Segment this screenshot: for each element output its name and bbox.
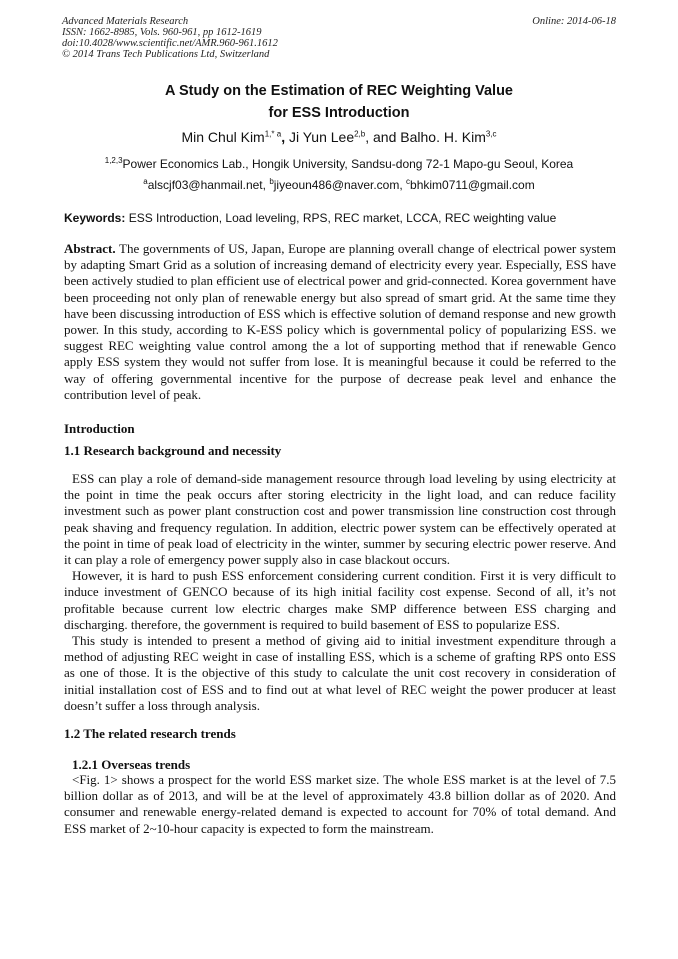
author-separator: , and: [365, 129, 397, 145]
title-line-2: for ESS Introduction: [268, 105, 410, 121]
section-heading-1-1: 1.1 Research background and necessity: [64, 443, 282, 458]
abstract-label: Abstract.: [64, 241, 116, 256]
paragraph: <Fig. 1> shows a prospect for the world ESS market size. The whole ESS market is at the level of 7.5 billion dollar as of 2013, and will be at the level of approximately 43.8 billion dollar as of 2020. And consumer and renewable energy-related demand is expected to account for 70% of total demand. And ESS market of 2~10-hour capacity is expected to form the mainstream.: [64, 772, 616, 836]
email-list: [0, 177, 678, 193]
copyright-line: © 2014 Trans Tech Publications Ltd, Switzerland: [62, 49, 270, 60]
email-marker: a: [143, 177, 148, 186]
section-1-2-1-body: [64, 772, 616, 837]
author-3-marker: 3,c: [485, 129, 497, 139]
paragraph: However, it is hard to push ESS enforcement considering current condition. First it is very difficult to induce investment of GENCO because of its high initial facility cost expense. Second of all, it’s not profitable because current low electric charges make SMP difference between ESS charging and discharging. therefore, the government is required to build basement of ESS to popularize ESS.: [64, 568, 616, 632]
title-line-1: A Study on the Estimation of REC Weighting Value: [164, 83, 513, 99]
section-1-1-body: [64, 471, 616, 714]
doi-line: doi:10.4028/www.scientific.net/AMR.960-961.1612: [62, 38, 278, 49]
section-heading-introduction: Introduction: [64, 421, 135, 436]
paragraph: This study is intended to present a method of giving aid to initial investment expenditure through a method of adjusting REC weight in case of installing ESS, which is a scheme of grafting RPS onto ESS as one of those. It is the objective of this study to calculate the unit cost recovery in consideration of initial installation cost of ESS and to find out at what level of REC weight the power producer at least doesn’t suffer a loss through analysis.: [64, 633, 616, 713]
email-b[interactable]: jiyeoun486@naver.com,: [273, 178, 403, 192]
section-heading-1-2-1: 1.2.1 Overseas trends: [72, 757, 191, 772]
keywords-label: Keywords:: [64, 211, 126, 225]
author-1: Min Chul Kim: [181, 129, 265, 145]
email-c[interactable]: bhkim0711@gmail.com: [410, 178, 535, 192]
affiliation: [0, 156, 678, 172]
abstract-text: The governments of US, Japan, Europe are planning overall change of electrical power system by adapting Smart Grid as a solution of increasing demand of electricity every year. Especially, ESS have been actively studied to plan efficient use of electrical power and grid-connected. Korea government have been proceeding not only plan of renewable energy but also spread of smart grid. At the same time they have been discussing introduction of ESS which is effective solution of demand response and new growth power. In this study, according to K-ESS policy which is governmental policy of popularizing ESS. we suggest REC weighting value control among the a lot of supporting method that if renewable Genco apply ESS system they would not suffer from lose. It is meaningful because it could be referred to the way of offering governmental incentive for the purpose of decrease peak level and enhance the contribution level of peak.: [64, 241, 616, 402]
author-1-marker: 1,* a: [264, 129, 282, 139]
section-heading-1-2: 1.2 The related research trends: [64, 726, 236, 741]
author-2-marker: 2,b: [354, 129, 366, 139]
journal-name: Advanced Materials Research: [62, 16, 189, 27]
email-marker: b: [269, 177, 274, 186]
author-list: [0, 128, 678, 146]
paper-title: [0, 80, 678, 124]
email-marker: c: [406, 177, 411, 186]
online-date: Online: 2014-06-18: [532, 16, 616, 27]
author-2: Ji Yun Lee: [288, 129, 355, 145]
issn-line: ISSN: 1662-8985, Vols. 960-961, pp 1612-1619: [62, 27, 262, 38]
author-separator: ,: [281, 129, 286, 145]
journal-header: [62, 16, 616, 60]
keywords-text: ESS Introduction, Load leveling, RPS, REC market, LCCA, REC weighting value: [128, 211, 557, 225]
paragraph: ESS can play a role of demand-side management resource through load leveling by using electricity at the point in time the peak occurs after storing electricity in the light load, and can reduce facility investment such as power plant construction cost and power transmission line construction cost through peak shaving and frequency regulation. In addition, electric power system can be effectively operated at the point in time of peak load of electricity in the winter, summer by securing electric power reserve. And it can play a role of emergency power supply also in case blackout occurs.: [64, 471, 616, 568]
keywords: [64, 210, 616, 226]
affiliation-text: Power Economics Lab., Hongik University, Sandsu-dong 72-1 Mapo-gu Seoul, Korea: [122, 157, 574, 171]
email-a[interactable]: alscjf03@hanmail.net,: [147, 178, 266, 192]
abstract: [64, 241, 616, 403]
affiliation-marker: 1,2,3: [104, 156, 123, 165]
author-3: Balho. H. Kim: [400, 129, 486, 145]
